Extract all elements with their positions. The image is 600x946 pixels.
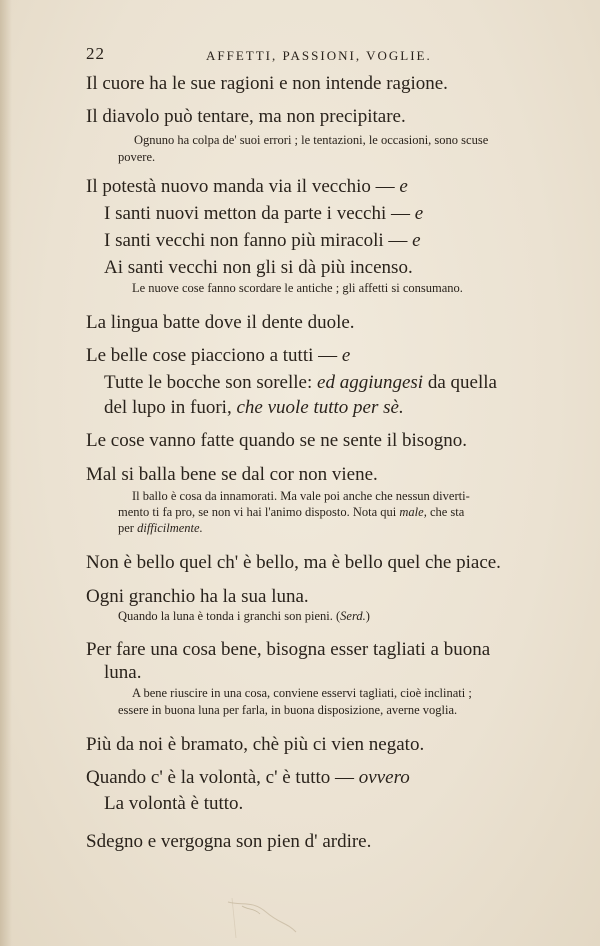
gutter-shadow <box>0 0 12 946</box>
proverb-note <box>118 521 203 536</box>
proverb-line: La lingua batte dove il dente duole. <box>86 312 355 333</box>
proverb-line: Ogni granchio ha la sua luna. <box>86 586 309 607</box>
proverb-line: Più da noi è bramato, chè più ci vien negato. <box>86 734 425 755</box>
proverb-line <box>104 230 421 252</box>
note-text: che sta <box>429 505 465 519</box>
proverb-note <box>118 609 370 624</box>
proverb-line: Il cuore ha le sue ragioni e non intende ragione. <box>86 73 448 94</box>
proverb-text: Quando c' è la volontà, c' è tutto — <box>86 767 355 788</box>
proverb-conjunction: e <box>412 230 421 251</box>
proverb-text: I santi vecchi non fanno più miracoli — <box>104 230 408 251</box>
proverb-text: Tutte le bocche son sorelle: <box>104 372 313 393</box>
proverb-conjunction: e <box>414 203 424 224</box>
proverb-text: del lupo in fuori, <box>104 397 232 418</box>
note-italic: difficilmente. <box>137 521 203 535</box>
proverb-line <box>104 397 404 419</box>
page-header <box>86 44 526 68</box>
proverb-line <box>86 176 408 198</box>
proverb-conjunction: e <box>341 345 351 366</box>
proverb-text: da quella <box>427 372 497 393</box>
proverb-note: povere. <box>118 150 156 164</box>
proverb-line: Non è bello quel ch' è bello, ma è bello quel che piace. <box>86 552 501 573</box>
note-text: ) <box>365 609 370 623</box>
page-number: 22 <box>86 44 105 63</box>
proverb-italic: che vuole tutto per sè. <box>236 397 404 418</box>
proverb-note: Ognuno ha colpa de' suoi errori ; le tentazioni, le occasioni, sono scuse <box>134 133 489 147</box>
proverb-line: Il diavolo può tentare, ma non precipitare. <box>86 106 406 127</box>
proverb-italic: ed aggiungesi <box>317 372 424 393</box>
proverb-line <box>104 372 497 394</box>
paper-mark <box>222 892 302 940</box>
proverb-note: Il ballo è cosa da innamorati. Ma vale poi anche che nessun diverti- <box>132 489 470 503</box>
proverb-italic: ovvero <box>358 767 410 788</box>
proverb-line: Ai santi vecchi non gli si dà più incenso. <box>104 257 413 278</box>
note-text: mento ti fa pro, se non vi hai l'animo disposto. Nota qui <box>118 505 397 519</box>
proverb-line: Per fare una cosa bene, bisogna esser tagliati a buona <box>86 639 491 660</box>
proverb-note <box>118 505 464 520</box>
proverb-conjunction: e <box>399 176 408 197</box>
running-head: AFFETTI, PASSIONI, VOGLIE. <box>206 48 432 63</box>
note-italic: Serd. <box>340 609 366 623</box>
proverb-line: luna. <box>104 662 142 683</box>
proverb-text: I santi nuovi metton da parte i vecchi — <box>104 203 411 224</box>
proverb-line: La volontà è tutto. <box>104 793 244 814</box>
note-italic: male, <box>399 505 427 519</box>
proverb-line <box>104 203 423 225</box>
proverb-note: Le nuove cose fanno scordare le antiche ; gli affetti si consumano. <box>132 281 463 295</box>
proverb-line: Mal si balla bene se dal cor non viene. <box>86 464 378 485</box>
proverb-text: Le belle cose piacciono a tutti — <box>86 345 338 366</box>
proverb-line: Le cose vanno fatte quando se ne sente il bisogno. <box>86 430 467 451</box>
proverb-note: essere in buona luna per farla, in buona disposizione, averne voglia. <box>118 703 458 717</box>
proverb-note: A bene riuscire in una cosa, conviene esservi tagliati, cioè inclinati ; <box>132 686 472 700</box>
proverb-text: Il potestà nuovo manda via il vecchio — <box>86 176 395 197</box>
proverb-line <box>86 767 410 789</box>
note-text: per <box>118 521 134 535</box>
proverb-line: Sdegno e vergogna son pien d' ardire. <box>86 831 372 852</box>
note-text: Quando la luna è tonda i granchi son pieni. ( <box>118 609 341 623</box>
proverb-line <box>86 345 350 367</box>
